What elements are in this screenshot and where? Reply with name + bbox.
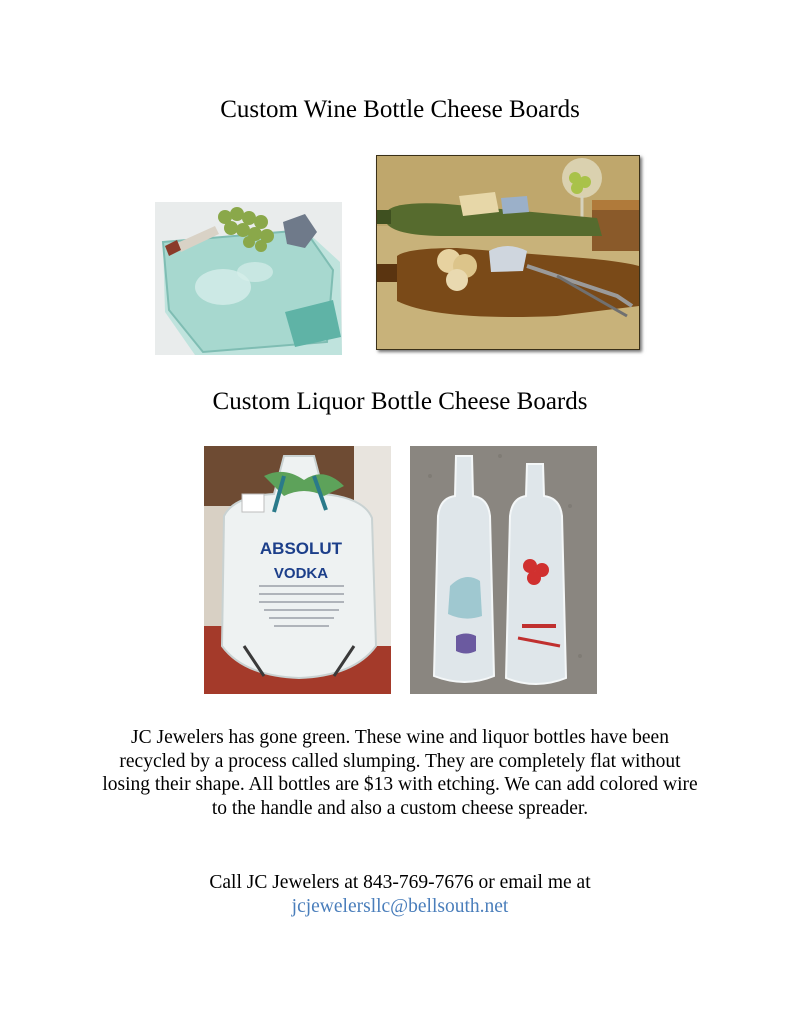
description-paragraph: JC Jewelers has gone green. These wine and liquor bottles have been recycled by a process called slumping. They are completely flat without losing their shape. All bottles are $13 with etching. We can add colored wire to the handle and also a custom cheese spreader. [102, 727, 698, 819]
vodka-label-text: VODKA [273, 565, 329, 582]
green-wine-board-photo [155, 202, 342, 355]
absolut-vodka-board-photo [204, 446, 391, 694]
contact-block [0, 871, 800, 918]
email-link[interactable]: jcjewelersllc@bellsouth.net [291, 895, 509, 917]
liquor-boards-heading: Custom Liquor Bottle Cheese Boards [212, 388, 588, 415]
contact-phone-text: Call JC Jewelers at 843-769-7676 or email me at [209, 872, 591, 893]
wine-boards-heading: Custom Wine Bottle Cheese Boards [220, 96, 580, 123]
wine-boards-photo [376, 155, 640, 350]
absolut-label-text: ABSOLUT [259, 539, 343, 558]
etched-bottles-photo [410, 446, 597, 694]
